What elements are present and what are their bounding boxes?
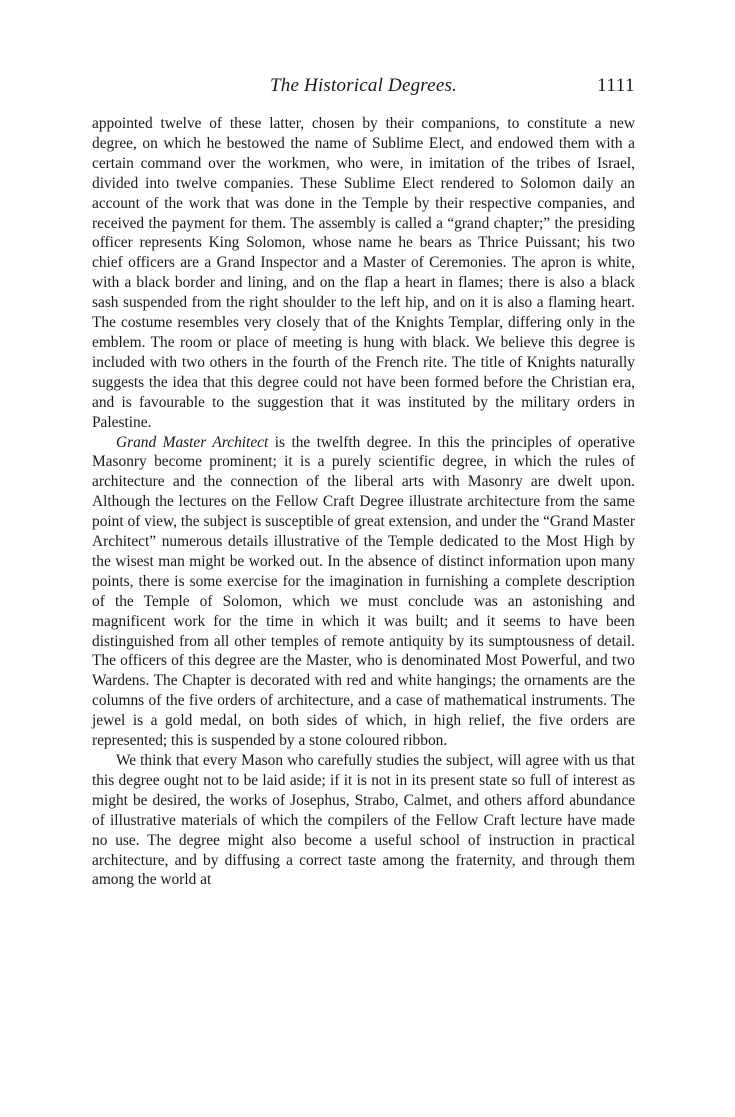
paragraph-grand-master-architect — [92, 433, 635, 752]
degree-name-italic: Grand Master Architect — [116, 433, 269, 451]
body-text — [92, 114, 635, 890]
running-title: The Historical Degrees. — [269, 75, 457, 96]
running-head — [92, 75, 635, 103]
paragraph-conclusion: We think that every Mason who carefully studies the subject, will agree with us that this degree ought not to be laid aside; if it is not in its present state so full of interest as might be desired, the works of Josephus, Strabo, Calmet, and others afford abundance of illustrative materials of which the compilers of the Fellow Craft lecture have made no use. The degree might also become a useful school of instruction in practical architecture, and by diffusing a correct taste among the fraternity, and through them among the world at — [92, 752, 635, 889]
paragraph-sublime-elect: appointed twelve of these latter, chosen by their companions, to constitute a new degree, on which he bestowed the name of Sublime Elect, and endowed them with a certain command over the workmen, who were, in imitation of the tribes of Israel, divided into twelve companies. These Sublime Elect rendered to Solomon daily an account of the work that was done in the Temple by their respective companies, and received the payment for them. The assembly is called a “grand chapter;” the presiding officer represents King Solomon, whose name he bears as Thrice Puissant; his two chief officers are a Grand Inspector and a Master of Ceremonies. The apron is white, with a black border and lining, and on the flap a heart in flames; there is also a black sash suspended from the right shoulder to the left hip, and on it is also a flaming heart. The costume resembles very closely that of the Knights Templar, differing only in the emblem. The room or place of meeting is hung with black. We believe this degree is included with two others in the fourth of the French rite. The title of Knights naturally suggests the idea that this degree could not have been formed before the Christian era, and is favourable to the suggestion that it was instituted by the military orders in Palestine. — [92, 115, 635, 431]
page-number: 1111 — [597, 75, 635, 96]
paragraph-text: is the twelfth degree. In this the principles of operative Masonry become prominent; it is a purely scientific degree, in which the rules of architecture and the connection of the liberal arts with Masonry are dwelt upon. Although the lectures on the Fellow Craft Degree illustrate architecture from the same point of view, the subject is susceptible of great extension, and under the “Grand Master Architect” numerous details illustrative of the Temple dedicated to the Most High by the wisest man might be worked out. In the absence of distinct information upon many points, there is some exercise for the imagination in furnishing a complete description of the Temple of Solomon, which we must conclude was an astonishing and magnificent work for the time in which it was built; and it seems to have been distinguished from all other temples of remote antiquity by its sumptousness of detail. The officers of this degree are the Master, who is denominated Most Powerful, and two Wardens. The Chapter is decorated with red and white hangings; the ornaments are the columns of the five orders of architecture, and a case of mathematical instruments. The jewel is a gold medal, on both sides of which, in high relief, the five orders are represented; this is suspended by a stone coloured ribbon. — [92, 433, 636, 750]
